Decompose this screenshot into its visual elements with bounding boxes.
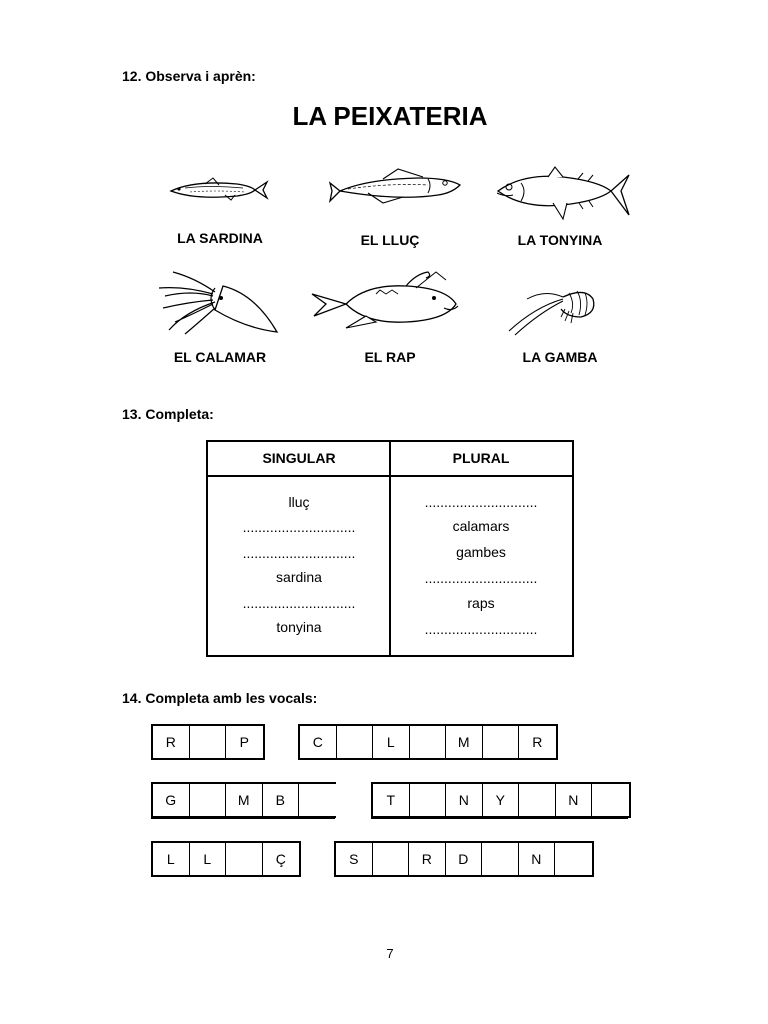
letter-box: R [409,843,446,875]
singular-cell: lluç [288,494,310,510]
letter-box-blank[interactable] [519,784,556,816]
sardine-icon [165,170,270,210]
letter-box: G [153,784,190,816]
letter-box: T [373,784,410,816]
letter-box: L [153,843,190,875]
plural-cell: gambes [456,544,506,560]
letter-box: S [336,843,373,875]
tuna-icon [493,165,633,225]
plural-blank[interactable]: ............................. [424,621,538,637]
letter-box: L [190,843,227,875]
plural-blank[interactable]: ............................. [424,570,538,586]
letter-box: R [153,726,190,758]
word-boxes-tonyina [371,782,631,818]
page-number: 7 [386,946,394,961]
singular-plural-table [206,440,574,657]
word-boxes-lluc [151,841,301,877]
letter-box: P [239,734,249,750]
letter-box: M [226,784,263,816]
letter-box: C [300,726,337,758]
letter-box-blank[interactable] [410,726,447,758]
letter-box: D [446,843,483,875]
plural-cell: calamars [452,518,510,534]
letter-box-blank[interactable] [226,843,263,875]
singular-header: SINGULAR [262,450,336,466]
caption-squid: EL CALAMAR [173,349,267,365]
letter-box-blank[interactable] [373,843,410,875]
letter-box-blank[interactable] [190,784,227,816]
caption-sardine: LA SARDINA [177,230,263,246]
letter-box-blank[interactable] [555,843,592,875]
letter-box-blank[interactable] [410,784,447,816]
squid-icon [155,268,280,340]
caption-hake: EL LLUÇ [360,232,420,248]
word-boxes-calamar [298,724,558,760]
section-13-heading: 13. Completa: [122,406,214,422]
singular-cell: tonyina [276,619,322,635]
letter-box: N [556,784,593,816]
letter-box: N [446,784,483,816]
plural-cell: raps [467,595,495,611]
letter-box-blank[interactable] [592,784,629,816]
page-title: LA PEIXATERIA [292,101,488,131]
letter-box: M [446,726,483,758]
letter-box-blank[interactable] [337,726,374,758]
letter-box-blank[interactable] [483,726,520,758]
letter-box: Ç [275,851,286,867]
letter-box-blank[interactable] [299,784,336,816]
letter-box: Y [483,784,520,816]
letter-box: L [373,726,410,758]
singular-cell: sardina [276,569,322,585]
singular-blank[interactable]: ............................. [242,595,356,611]
singular-blank[interactable]: ............................. [242,519,356,535]
letter-box: R [532,734,543,750]
section-12-heading: 12. Observa i aprèn: [122,68,256,84]
letter-box-blank[interactable] [190,726,227,758]
caption-shrimp: LA GAMBA [522,349,598,365]
plural-header: PLURAL [452,450,510,466]
letter-box-blank[interactable] [482,843,519,875]
caption-tuna: LA TONYINA [517,232,603,248]
letter-box: B [263,784,300,816]
letter-box: N [519,843,556,875]
caption-monkfish: EL RAP [364,349,416,365]
section-14-heading: 14. Completa amb les vocals: [122,690,318,706]
plural-blank[interactable]: ............................. [424,494,538,510]
shrimp-icon [505,283,605,338]
word-boxes-rap [151,724,265,760]
word-boxes-gamba [151,782,336,818]
monkfish-icon [306,270,471,332]
singular-blank[interactable]: ............................. [242,545,356,561]
hake-icon [328,163,463,213]
word-boxes-sardina [334,841,594,877]
